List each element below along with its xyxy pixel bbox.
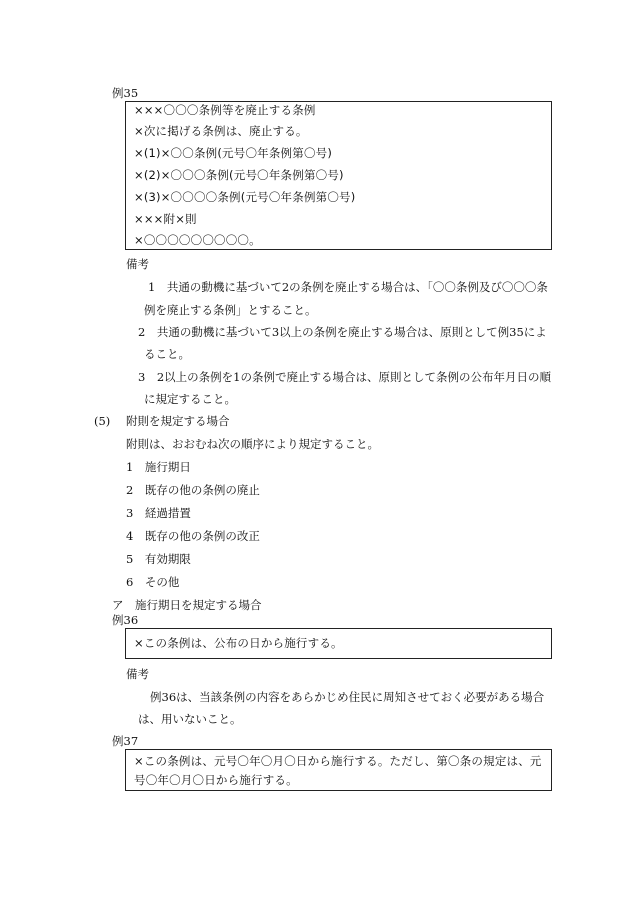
section-5-sub-heading: ア 施行期日を規定する場合 bbox=[112, 598, 262, 612]
example-35-line-5: ×(3)×〇〇〇〇条例(元号〇年条例第〇号) bbox=[134, 190, 356, 204]
example-37-line-2: 号〇年〇月〇日から施行する。 bbox=[134, 773, 298, 787]
section-5-intro: 附則は、おおむね次の順序により規定すること。 bbox=[126, 437, 379, 451]
example-36-box bbox=[125, 628, 552, 659]
example-36-remark-a: 例36は、当該条例の内容をあらかじめ住民に周知させておく必要がある場合 bbox=[150, 690, 545, 704]
section-5-item-4: 4 既存の他の条例の改正 bbox=[126, 529, 260, 543]
example-37-label: 例37 bbox=[112, 734, 139, 748]
example-35-remark-1a: 1 共通の動機に基づいて2の条例を廃止する場合は、「〇〇条例及び〇〇〇条 bbox=[148, 280, 548, 294]
example-36-remark-b: は、用いないこと。 bbox=[138, 712, 242, 726]
example-35-line-2: ×次に掲げる条例は、廃止する。 bbox=[134, 124, 308, 138]
section-5-number: (5) bbox=[94, 414, 111, 428]
example-37-box bbox=[125, 749, 552, 791]
example-35-remark-1b: 例を廃止する条例」とすること。 bbox=[144, 303, 317, 317]
example-35-line-1: ×××〇〇〇条例等を廃止する条例 bbox=[134, 103, 316, 117]
example-35-label: 例35 bbox=[112, 86, 139, 100]
example-35-line-6: ×××附×則 bbox=[134, 212, 197, 226]
example-35-box bbox=[125, 101, 552, 250]
example-35-remark-3b: に規定すること。 bbox=[144, 392, 236, 406]
section-5-item-5: 5 有効期限 bbox=[126, 552, 191, 566]
example-36-label: 例36 bbox=[112, 613, 139, 627]
example-35-remark-2a: 2 共通の動機に基づいて3以上の条例を廃止する場合は、原則として例35によ bbox=[138, 325, 547, 339]
example-35-remark-2b: ること。 bbox=[144, 347, 190, 361]
example-36-remarks-label: 備考 bbox=[126, 667, 149, 681]
example-35-line-3: ×(1)×〇〇条例(元号〇年条例第〇号) bbox=[134, 146, 333, 160]
section-5-item-2: 2 既存の他の条例の廃止 bbox=[126, 483, 260, 497]
section-5-item-1: 1 施行期日 bbox=[126, 460, 191, 474]
section-5-title: 附則を規定する場合 bbox=[126, 414, 230, 428]
example-37-line-1: ×この条例は、元号〇年〇月〇日から施行する。ただし、第〇条の規定は、元 bbox=[134, 754, 542, 768]
example-35-line-7: ×〇〇〇〇〇〇〇〇〇。 bbox=[134, 233, 261, 247]
example-35-remarks-label: 備考 bbox=[126, 257, 149, 271]
section-5-item-6: 6 その他 bbox=[126, 575, 180, 589]
example-35-line-4: ×(2)×〇〇〇条例(元号〇年条例第〇号) bbox=[134, 168, 344, 182]
example-35-remark-3a: 3 2以上の条例を1の条例で廃止する場合は、原則として条例の公布年月日の順 bbox=[138, 370, 551, 384]
section-5-item-3: 3 経過措置 bbox=[126, 506, 191, 520]
example-36-line: ×この条例は、公布の日から施行する。 bbox=[134, 636, 343, 650]
